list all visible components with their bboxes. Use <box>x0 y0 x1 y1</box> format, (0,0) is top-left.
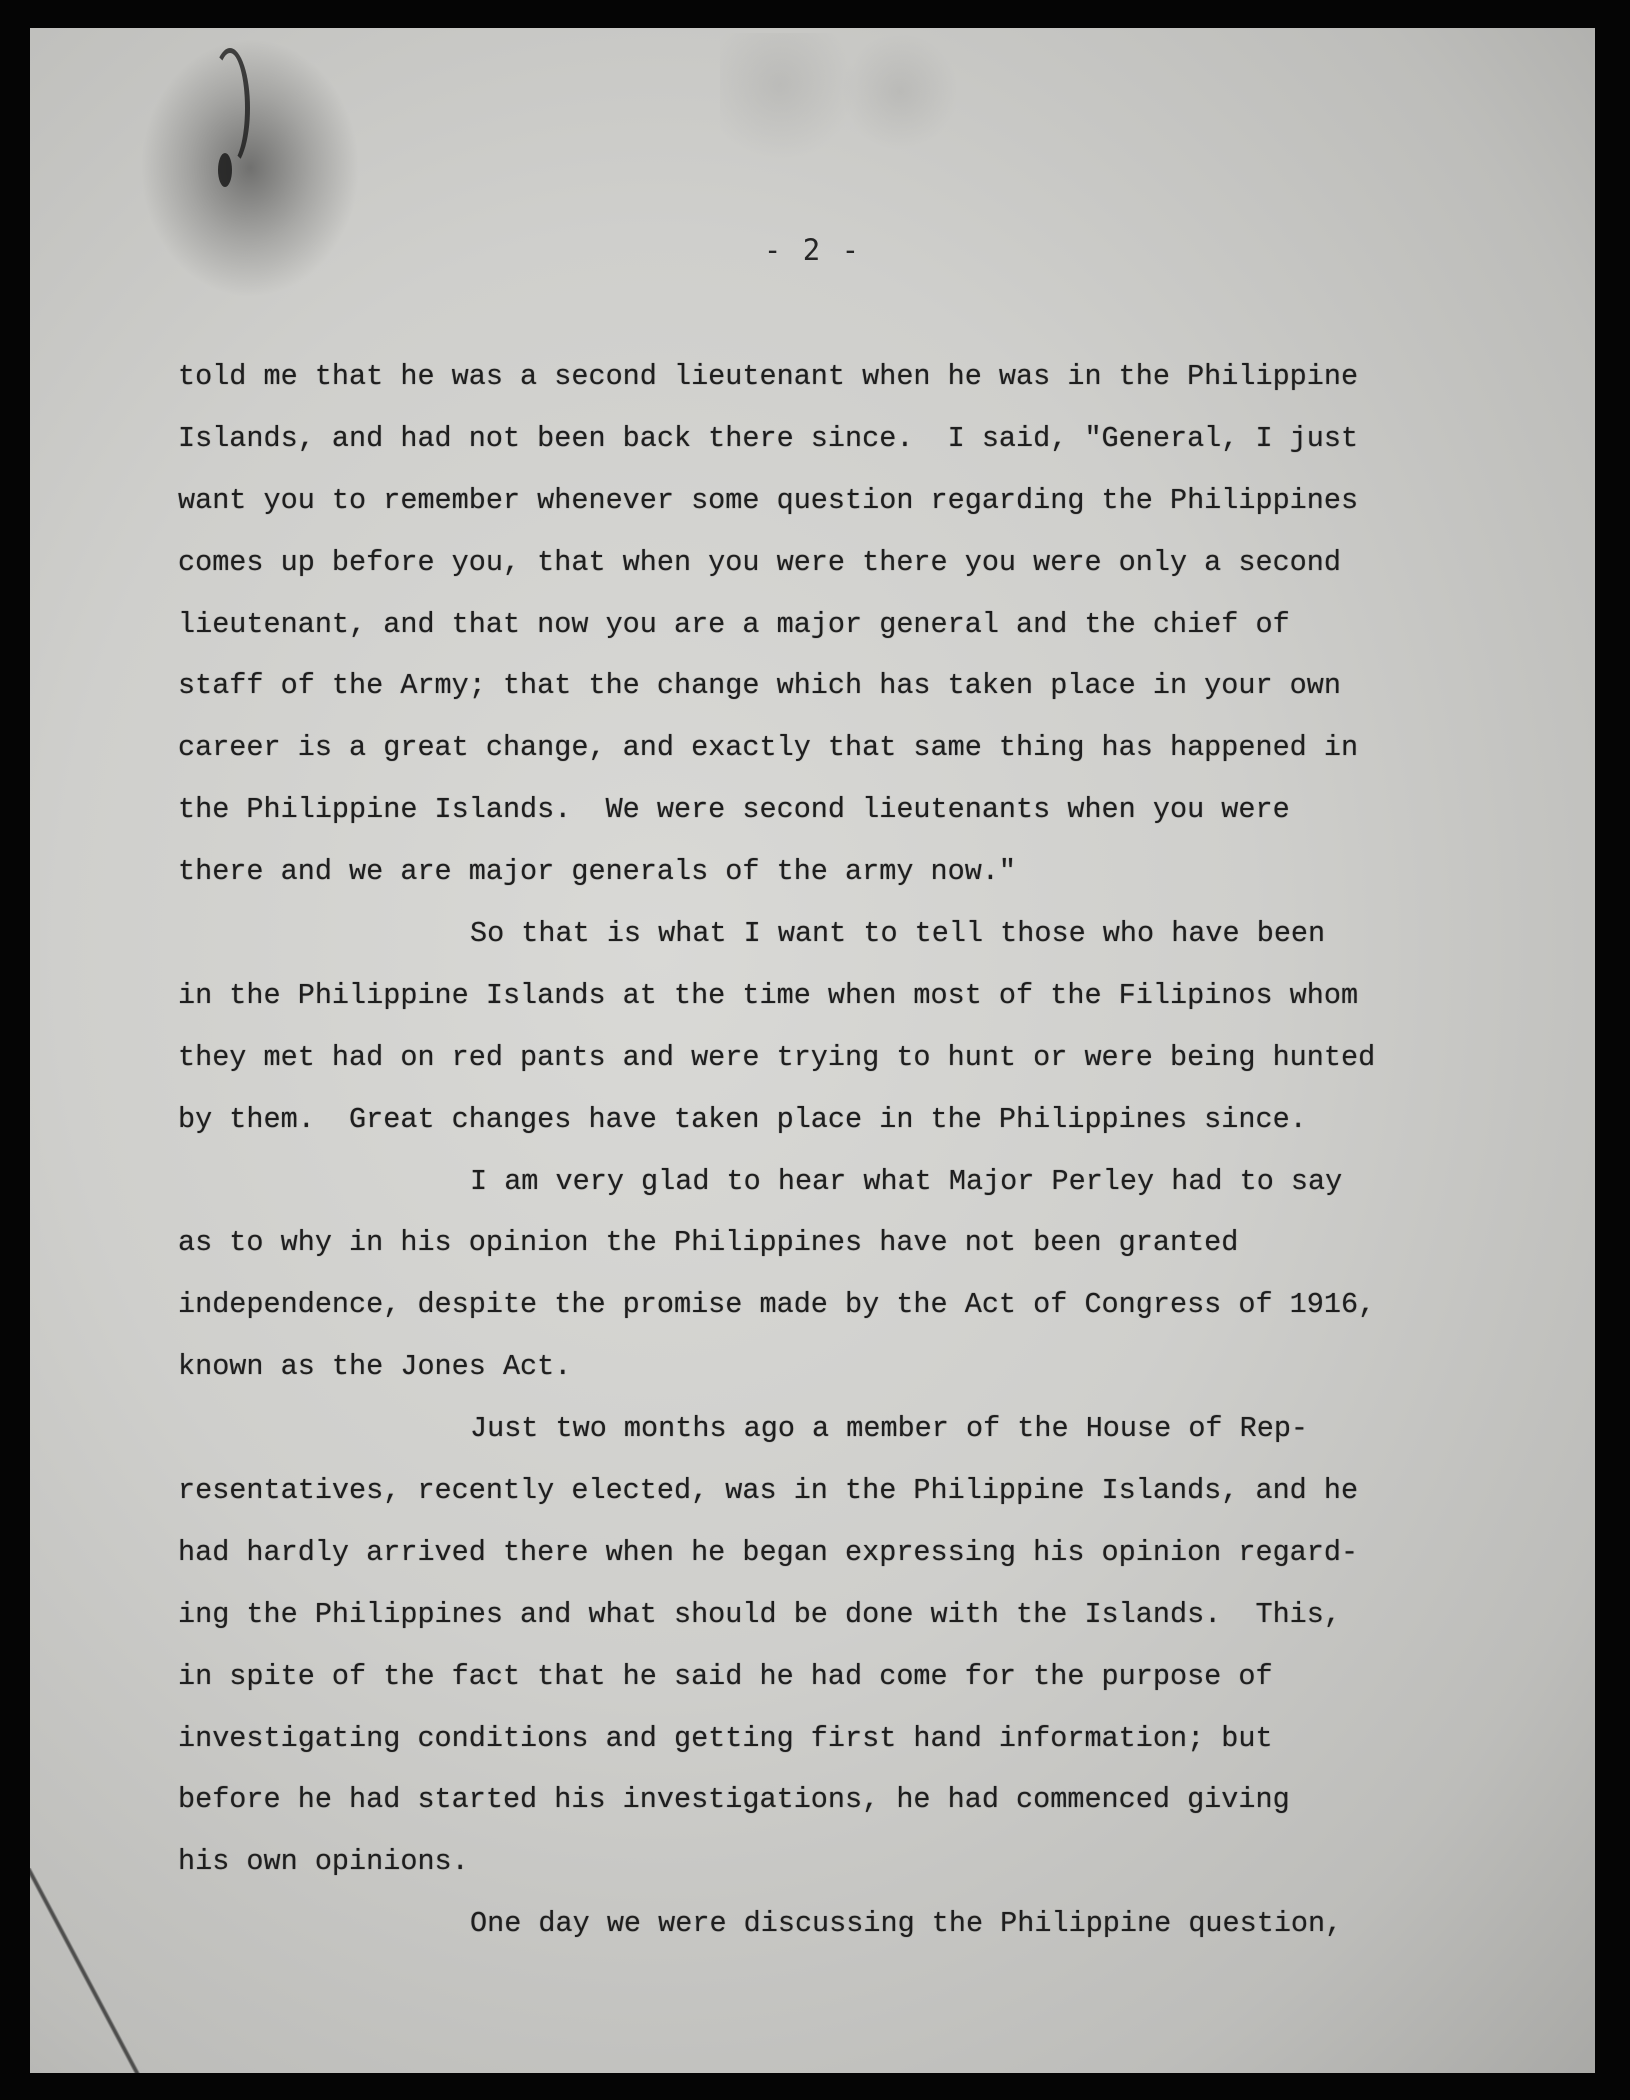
page-number: - 2 - <box>763 233 862 267</box>
text-line: I am very glad to hear what Major Perley had to say <box>470 1164 1343 1198</box>
text-line: in the Philippine Islands at the time when most of the Filipinos whom <box>178 978 1359 1012</box>
text-line: staff of the Army; that the change which has taken place in your own <box>178 669 1341 703</box>
paragraph <box>178 1398 1513 1893</box>
text-line: his own opinions. <box>178 1845 469 1879</box>
text-line: by them. Great changes have taken place in the Philippines since. <box>178 1102 1307 1136</box>
text-line: comes up before you, that when you were there you were only a second <box>178 545 1341 579</box>
paragraph <box>178 1151 1513 1399</box>
paragraph <box>178 346 1513 903</box>
text-line: Just two months ago a member of the House of Rep- <box>470 1412 1309 1446</box>
text-line: ing the Philippines and what should be done with the Islands. This, <box>178 1597 1341 1631</box>
text-line: there and we are major generals of the army now." <box>178 855 1017 889</box>
text-line: they met had on red pants and were trying to hunt or were being hunted <box>178 1040 1376 1074</box>
paragraph <box>178 903 1513 1151</box>
text-line: lieutenant, and that now you are a major general and the chief of <box>178 607 1290 641</box>
text-line: One day we were discussing the Philippine question, <box>470 1907 1343 1941</box>
body-text <box>178 346 1513 1955</box>
text-line: Islands, and had not been back there since. I said, "General, I just <box>178 421 1359 455</box>
text-line: investigating conditions and getting first hand information; but <box>178 1721 1273 1755</box>
text-line: want you to remember whenever some question regarding the Philippines <box>178 483 1359 517</box>
text-line: resentatives, recently elected, was in the Philippine Islands, and he <box>178 1474 1359 1508</box>
typewritten-page <box>30 28 1595 2073</box>
staple-mark <box>210 48 250 168</box>
text-line: independence, despite the promise made by the Act of Congress of 1916, <box>178 1288 1376 1322</box>
text-line: in spite of the fact that he said he had come for the purpose of <box>178 1659 1273 1693</box>
text-line: had hardly arrived there when he began expressing his opinion regard- <box>178 1535 1359 1569</box>
text-line: as to why in his opinion the Philippines have not been granted <box>178 1226 1239 1260</box>
text-line: So that is what I want to tell those who have been <box>470 917 1326 951</box>
text-line: known as the Jones Act. <box>178 1350 572 1384</box>
text-line: career is a great change, and exactly that same thing has happened in <box>178 731 1359 765</box>
paragraph <box>178 1893 1513 1955</box>
page-edge-crease <box>30 1868 140 2073</box>
show-through-stamp <box>720 33 1020 163</box>
text-line: before he had started his investigations, he had commenced giving <box>178 1783 1290 1817</box>
text-line: told me that he was a second lieutenant when he was in the Philippine <box>178 360 1359 393</box>
text-line: the Philippine Islands. We were second lieutenants when you were <box>178 793 1290 827</box>
staple-hole <box>218 153 232 187</box>
